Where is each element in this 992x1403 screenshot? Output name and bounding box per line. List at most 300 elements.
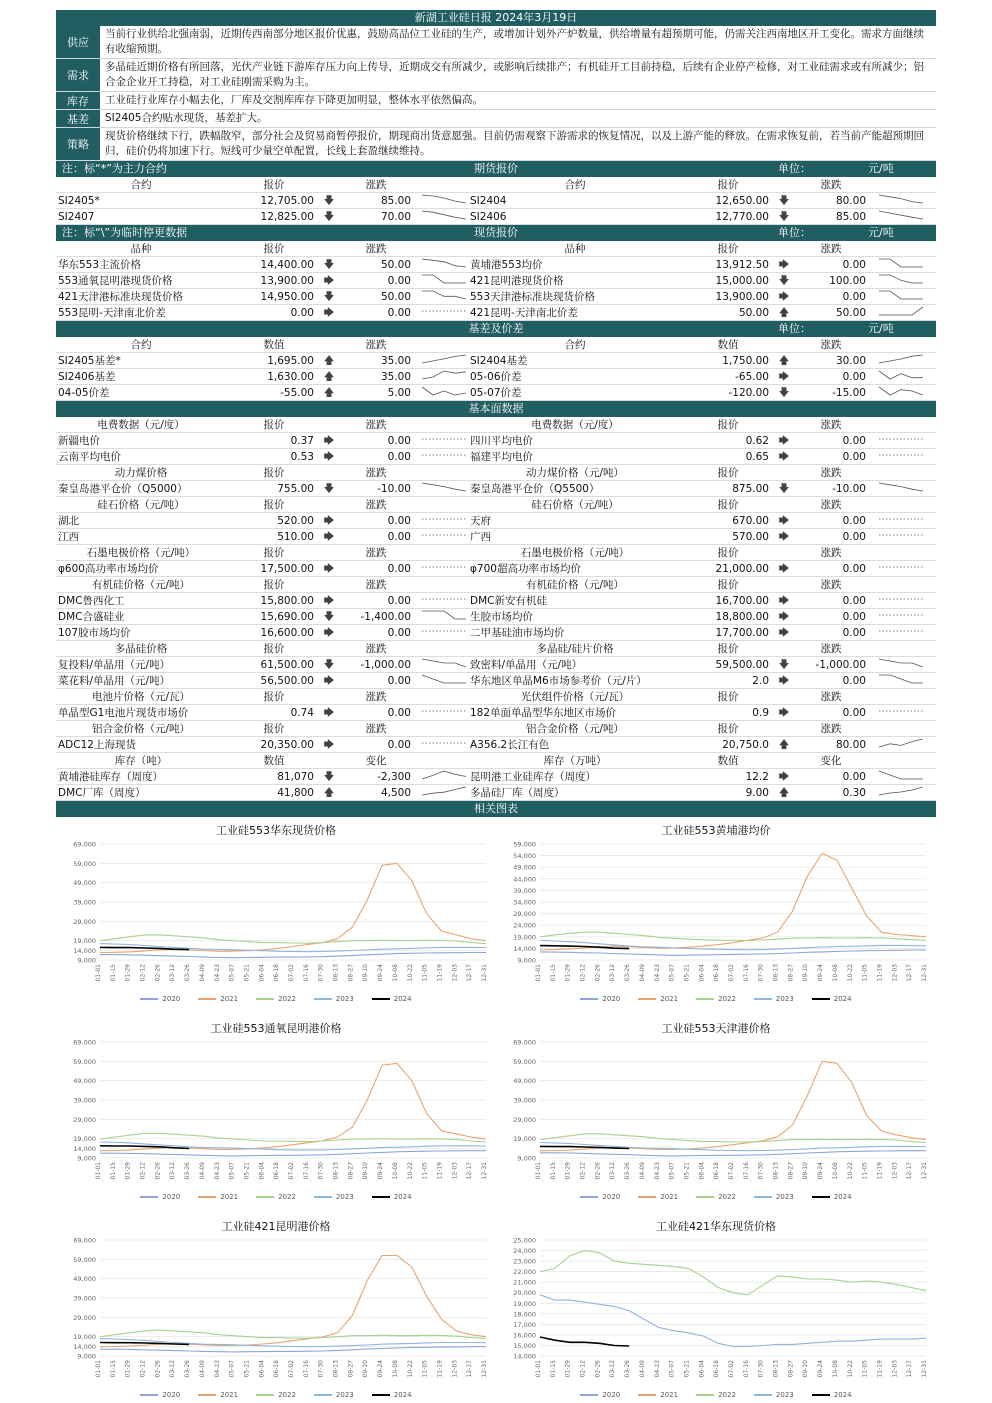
column-header: 有机硅价格（元/吨） <box>91 579 191 591</box>
sparkline <box>420 737 468 749</box>
y-tick-label: 19,000 <box>73 937 96 946</box>
item-price: 670.00 <box>732 515 769 527</box>
trend-arrow-icon: 🡆 <box>778 707 790 719</box>
legend-swatch <box>638 998 656 1000</box>
x-tick-label: 07-02 <box>728 964 735 982</box>
legend-swatch <box>140 1394 158 1396</box>
sparkline-line <box>422 675 466 683</box>
y-tick-label: 14,000 <box>73 1144 96 1153</box>
legend-swatch <box>198 998 216 1000</box>
sparkline <box>877 593 925 605</box>
item-price: 16,600.00 <box>260 627 314 639</box>
sparkline <box>877 513 925 525</box>
x-tick-label: 09-10 <box>362 1162 370 1180</box>
legend-item <box>140 1391 180 1399</box>
item-name: 04-05价差 <box>58 387 110 399</box>
item-change: 35.00 <box>380 355 411 367</box>
x-tick-label: 02-26 <box>154 1360 162 1378</box>
x-tick-label: 11-05 <box>861 1360 869 1378</box>
sparkline-line <box>879 659 923 667</box>
item-price: 0.37 <box>290 435 314 447</box>
chart-legend <box>56 1391 496 1399</box>
report-title: 新湖工业硅日报 2024年3月19日 <box>56 10 936 26</box>
sparkline <box>877 481 925 493</box>
x-tick-label: 02-26 <box>154 964 162 982</box>
x-tick-label: 11-19 <box>876 964 884 982</box>
y-tick-label: 49,000 <box>73 1077 96 1086</box>
item-change: 0.00 <box>387 595 411 607</box>
x-tick-label: 10-08 <box>831 1360 839 1378</box>
chart-legend <box>496 995 936 1003</box>
column-header: 多晶硅价格 <box>114 643 168 655</box>
table-header-row <box>56 337 936 353</box>
legend-item <box>754 995 794 1003</box>
sparkline-line <box>879 211 923 219</box>
sparkline <box>877 705 925 717</box>
summary-row <box>56 110 936 128</box>
legend-label: 2020 <box>602 1391 621 1399</box>
item-price: 12,705.00 <box>260 195 314 207</box>
column-header: 报价 <box>263 643 285 655</box>
summary-text: 现货价格继续下行，跌幅散窄，部分社会及贸易商暂停报价，期现商出货意愿强。目前仍需观察下游需求的恢复情况，以及上游产能的释放。在需求恢复前，若当前产能超预期回归，硅价仍将加速下行。短线可少量空单配置，长线上套盈继续维持。 <box>105 130 924 157</box>
trend-arrow-icon: 🡆 <box>778 435 790 447</box>
x-tick-label: 05-07 <box>668 964 676 982</box>
trend-arrow-icon: 🡅 <box>323 387 335 399</box>
legend-swatch <box>372 1196 390 1198</box>
x-tick-label: 03-12 <box>609 964 617 982</box>
x-tick-label: 12-31 <box>921 1162 928 1180</box>
column-header: 报价 <box>717 467 739 479</box>
column-header: 报价 <box>263 419 285 431</box>
y-tick-label: 9,000 <box>517 956 536 965</box>
y-tick-label: 49,000 <box>73 879 96 888</box>
trend-arrow-icon: 🡇 <box>323 259 335 271</box>
legend-item <box>256 1193 296 1201</box>
legend-swatch <box>580 998 598 1000</box>
item-price: 9.00 <box>745 787 769 799</box>
column-header: 报价 <box>717 723 739 735</box>
y-tick-label: 39,000 <box>513 1096 536 1105</box>
item-name: A356.2长江有色 <box>470 739 550 751</box>
x-tick-label: 07-02 <box>728 1162 735 1180</box>
trend-arrow-icon: 🡇 <box>323 211 335 223</box>
legend-item <box>696 1391 736 1399</box>
table-row <box>56 193 936 209</box>
column-header: 涨跌 <box>365 179 387 191</box>
trend-arrow-icon: 🡆 <box>778 371 790 383</box>
item-change: 0.00 <box>387 627 411 639</box>
x-tick-label: 05-21 <box>243 1360 251 1378</box>
x-tick-label: 05-07 <box>668 1360 676 1378</box>
x-tick-label: 03-12 <box>169 1360 177 1378</box>
x-tick-label: 03-12 <box>169 1162 177 1180</box>
y-tick-label: 14,000 <box>73 946 96 955</box>
x-tick-label: 06-18 <box>713 964 721 982</box>
y-tick-label: 19,000 <box>513 1135 536 1144</box>
sparkline <box>420 785 468 797</box>
x-tick-label: 08-13 <box>332 1162 340 1180</box>
legend-label: 2022 <box>278 1391 296 1399</box>
item-price: 13,900.00 <box>260 275 314 287</box>
legend-item <box>580 1391 620 1399</box>
item-name: 421天津港标准块现货价格 <box>58 291 184 303</box>
x-tick-label: 04-09 <box>198 1162 206 1180</box>
table-header-row <box>56 721 936 737</box>
x-tick-label: 12-03 <box>891 1360 899 1378</box>
legend-item <box>372 1193 412 1201</box>
column-header: 涨跌 <box>365 691 387 703</box>
item-price: 59,500.00 <box>715 659 769 671</box>
x-tick-label: 04-09 <box>198 1360 206 1378</box>
item-price: 12.2 <box>745 771 769 783</box>
x-tick-label: 07-16 <box>302 1360 310 1378</box>
item-name: SI2405基差* <box>58 355 121 367</box>
item-change: 35.00 <box>380 371 411 383</box>
item-change: 0.00 <box>387 451 411 463</box>
item-price: 0.9 <box>752 707 769 719</box>
item-change: -1,000.00 <box>360 659 411 671</box>
item-price: 15,000.00 <box>715 275 769 287</box>
item-name: φ600高功率市场均价 <box>58 563 159 575</box>
item-change: 50.00 <box>380 259 411 271</box>
summary-row <box>56 26 936 59</box>
legend-label: 2023 <box>775 1391 794 1399</box>
trend-arrow-icon: 🡆 <box>323 435 335 447</box>
y-tick-label: 39,000 <box>513 886 536 895</box>
column-header: 涨跌 <box>365 243 387 255</box>
chart-legend <box>56 1193 496 1201</box>
item-name: 昆明港工业硅库存（周度） <box>470 771 596 783</box>
legend-label: 2022 <box>718 995 736 1003</box>
sparkline <box>420 529 468 541</box>
y-tick-label: 49,000 <box>73 1275 96 1284</box>
column-header: 报价 <box>717 691 739 703</box>
table-header-row <box>56 417 936 433</box>
column-header: 涨跌 <box>365 499 387 511</box>
x-tick-label: 01-29 <box>124 1162 132 1180</box>
y-tick-label: 24,000 <box>513 1247 536 1256</box>
x-tick-label: 02-12 <box>579 1162 587 1180</box>
series-line <box>100 1347 486 1352</box>
fundamentals-title: 基本面数据 <box>468 402 524 415</box>
x-tick-label: 02-12 <box>579 964 587 982</box>
trend-arrow-icon: 🡇 <box>323 611 335 623</box>
legend-swatch <box>638 1394 656 1396</box>
x-tick-label: 02-26 <box>594 1360 602 1378</box>
legend-swatch <box>812 1196 830 1198</box>
y-tick-label: 69,000 <box>73 840 96 849</box>
trend-arrow-icon: 🡆 <box>323 515 335 527</box>
x-tick-label: 03-26 <box>184 964 192 982</box>
y-tick-label: 14,000 <box>513 1352 536 1361</box>
sparkline <box>420 609 468 621</box>
item-change: 0.00 <box>842 259 866 271</box>
chart-plot <box>56 838 496 990</box>
series-line <box>540 932 926 940</box>
table-row <box>56 593 936 609</box>
legend-item <box>638 1193 678 1201</box>
y-tick-label: 69,000 <box>73 1236 96 1245</box>
x-tick-label: 08-13 <box>772 964 780 982</box>
item-change: 0.00 <box>387 435 411 447</box>
trend-arrow-icon: 🡆 <box>323 307 335 319</box>
series-line <box>100 1151 486 1156</box>
legend-swatch <box>314 998 332 1000</box>
legend-item <box>314 1391 354 1399</box>
x-tick-label: 12-31 <box>481 1360 488 1378</box>
legend-item <box>372 995 412 1003</box>
sparkline <box>877 449 925 461</box>
series-line <box>100 863 486 952</box>
table-row <box>56 673 936 689</box>
trend-arrow-icon: 🡆 <box>323 739 335 751</box>
column-header: 光伏组件价格（元/瓦） <box>520 691 630 703</box>
column-header: 涨跌 <box>365 723 387 735</box>
item-change: 0.00 <box>387 707 411 719</box>
table-row <box>56 273 936 289</box>
legend-swatch <box>256 1196 274 1198</box>
item-name: 553天津港标准块现货价格 <box>470 291 596 303</box>
x-tick-label: 05-21 <box>243 1162 251 1180</box>
column-header: 报价 <box>263 243 285 255</box>
column-header: 涨跌 <box>365 339 387 351</box>
item-price: 0.62 <box>745 435 769 447</box>
basis-bar <box>56 321 936 337</box>
legend-item <box>696 1193 736 1201</box>
x-tick-label: 09-10 <box>802 1360 810 1378</box>
item-price: -120.00 <box>728 387 769 399</box>
x-tick-label: 05-21 <box>683 1360 691 1378</box>
y-tick-label: 29,000 <box>73 917 96 926</box>
column-header: 涨跌 <box>820 691 842 703</box>
legend-item <box>140 1193 180 1201</box>
column-header: 涨跌 <box>820 723 842 735</box>
column-header: 铝合金价格（元/吨） <box>525 723 625 735</box>
sparkline <box>420 257 468 269</box>
x-tick-label: 07-30 <box>757 1360 765 1378</box>
chart-plot <box>496 1036 936 1188</box>
legend-item <box>198 1193 238 1201</box>
column-header: 报价 <box>263 499 285 511</box>
table-row <box>56 657 936 673</box>
sparkline-line <box>879 291 923 299</box>
column-header: 涨跌 <box>820 643 842 655</box>
item-price: 13,912.50 <box>715 259 769 271</box>
column-header: 电费数据（元/度） <box>531 419 619 431</box>
x-tick-label: 03-26 <box>624 1360 632 1378</box>
column-header: 涨跌 <box>365 643 387 655</box>
item-name: 致密料/单晶用（元/吨） <box>470 659 583 671</box>
x-tick-label: 12-17 <box>906 1162 914 1180</box>
trend-arrow-icon: 🡆 <box>323 675 335 687</box>
basis-title: 基差及价差 <box>468 322 524 335</box>
sparkline-line <box>879 771 923 779</box>
legend-item <box>638 1391 678 1399</box>
item-change: 0.00 <box>842 435 866 447</box>
x-tick-label: 05-21 <box>683 1162 691 1180</box>
x-tick-label: 03-12 <box>169 964 177 982</box>
table-row <box>56 705 936 721</box>
sparkline <box>877 785 925 797</box>
charts-title: 相关图表 <box>474 802 518 815</box>
table-row <box>56 209 936 225</box>
line-chart <box>56 1218 496 1399</box>
y-tick-label: 16,000 <box>513 1331 536 1340</box>
column-header: 涨跌 <box>820 499 842 511</box>
x-tick-label: 03-26 <box>184 1162 192 1180</box>
legend-item <box>696 995 736 1003</box>
y-tick-label: 23,000 <box>513 1257 536 1266</box>
sparkline-line <box>879 355 923 363</box>
x-tick-label: 04-09 <box>638 1162 646 1180</box>
item-price: 15,800.00 <box>260 595 314 607</box>
item-name: 江西 <box>58 531 79 543</box>
sparkline-line <box>422 259 466 267</box>
y-tick-label: 49,000 <box>513 1077 536 1086</box>
sparkline-line <box>879 195 923 203</box>
column-header: 库存（吨） <box>114 755 168 767</box>
sparkline <box>877 273 925 285</box>
x-tick-label: 11-19 <box>436 964 444 982</box>
chart-title: 工业硅553华东现货价格 <box>216 824 336 837</box>
item-change: -10.00 <box>377 483 411 495</box>
sparkline-line <box>422 787 466 795</box>
item-change: 30.00 <box>835 355 866 367</box>
spot-bar <box>56 225 936 241</box>
sparkline <box>420 593 468 605</box>
series-line <box>540 950 926 955</box>
legend-item <box>256 995 296 1003</box>
x-tick-label: 01-29 <box>564 964 572 982</box>
item-name: SI2405* <box>58 195 100 207</box>
table-header-row <box>56 497 936 513</box>
y-tick-label: 29,000 <box>73 1115 96 1124</box>
sparkline <box>420 385 468 397</box>
trend-arrow-icon: 🡇 <box>778 483 790 495</box>
x-tick-label: 09-24 <box>377 1360 385 1378</box>
column-header: 涨跌 <box>365 467 387 479</box>
sparkline <box>420 193 468 205</box>
chart-legend <box>56 995 496 1003</box>
item-price: 13,900.00 <box>715 291 769 303</box>
item-change: 80.00 <box>835 195 866 207</box>
sparkline <box>877 353 925 365</box>
legend-item <box>754 1193 794 1201</box>
legend-label: 2024 <box>833 995 852 1003</box>
chart-plot <box>56 1036 496 1188</box>
legend-swatch <box>638 1196 656 1198</box>
legend-item <box>140 995 180 1003</box>
x-tick-label: 12-17 <box>466 964 474 982</box>
series-line <box>540 1061 926 1150</box>
y-tick-label: 59,000 <box>513 1057 536 1066</box>
x-tick-label: 10-22 <box>846 1360 854 1378</box>
legend-swatch <box>812 998 830 1000</box>
futures-table <box>56 177 936 225</box>
column-header: 动力煤价格 <box>114 467 168 479</box>
item-name: DMC鲁西化工 <box>58 595 125 607</box>
sparkline-line <box>422 387 466 395</box>
summary-text: 多晶硅近期价格有所回落，光伏产业链下游库存压力向上传导，近期成交有所减少，或影响后续排产；有机硅开工目前持稳，后续有企业停产检修，对工业硅需求或有所减少；铝合金企业开工持稳，对工业硅刚需采购为主。 <box>105 61 924 88</box>
table-row <box>56 449 936 465</box>
x-tick-label: 09-24 <box>377 964 385 982</box>
legend-swatch <box>696 1196 714 1198</box>
sparkline <box>877 385 925 397</box>
item-name: 182单面单晶型华东地区市场价 <box>470 707 617 719</box>
summary-label: 库存 <box>56 92 100 109</box>
item-change: 0.00 <box>387 675 411 687</box>
x-tick-label: 01-15 <box>109 1360 117 1378</box>
basis-table <box>56 337 936 401</box>
item-change: -2,300 <box>377 771 411 783</box>
item-price: -55.00 <box>280 387 314 399</box>
futures-bar <box>56 161 936 177</box>
spot-note: 注：标“\”为临时停更数据 <box>62 226 188 239</box>
x-tick-label: 02-26 <box>594 1162 602 1180</box>
legend-swatch <box>372 998 390 1000</box>
table-header-row <box>56 577 936 593</box>
series-line <box>100 935 486 944</box>
x-tick-label: 10-22 <box>406 964 414 982</box>
x-tick-label: 05-07 <box>668 1162 676 1180</box>
x-tick-label: 04-23 <box>213 964 221 982</box>
y-tick-label: 24,000 <box>513 921 536 930</box>
y-tick-label: 29,000 <box>73 1313 96 1322</box>
item-change: 0.00 <box>387 739 411 751</box>
column-header: 合约 <box>564 339 586 351</box>
column-header: 涨跌 <box>820 579 842 591</box>
y-tick-label: 39,000 <box>73 1294 96 1303</box>
trend-arrow-icon: 🡆 <box>323 275 335 287</box>
x-tick-label: 07-30 <box>757 964 765 982</box>
x-tick-label: 02-26 <box>594 964 602 982</box>
table-header-row <box>56 753 936 769</box>
table-row <box>56 561 936 577</box>
x-tick-label: 03-26 <box>624 964 632 982</box>
item-change: -1,000.00 <box>815 659 866 671</box>
table-row <box>56 385 936 401</box>
x-tick-label: 07-16 <box>742 964 750 982</box>
item-name: 秦皇岛港平仓价（Q5000） <box>58 483 188 495</box>
x-tick-label: 12-17 <box>906 964 914 982</box>
column-header: 涨跌 <box>365 419 387 431</box>
x-tick-label: 09-24 <box>817 1162 825 1180</box>
table-row <box>56 529 936 545</box>
column-header: 变化 <box>365 755 387 767</box>
column-header: 硅石价格（元/吨） <box>97 499 185 511</box>
legend-label: 2021 <box>220 1391 239 1399</box>
y-tick-label: 44,000 <box>513 875 536 884</box>
legend-label: 2021 <box>660 995 679 1003</box>
item-price: 16,700.00 <box>715 595 769 607</box>
trend-arrow-icon: 🡆 <box>778 515 790 527</box>
item-name: 单晶型G1电池片现货市场价 <box>58 707 189 719</box>
item-name: 华东地区单晶M6市场参考价（元/片） <box>470 675 647 687</box>
summary-text: 工业硅行业库存小幅去化，厂库及交割库库存下降更加明显，整体水平依然偏高。 <box>105 94 483 106</box>
summary-label: 策略 <box>56 128 100 160</box>
column-header: 石墨电极价格（元/吨） <box>520 547 630 559</box>
x-tick-label: 09-10 <box>362 964 370 982</box>
x-tick-label: 04-09 <box>638 1360 646 1378</box>
y-tick-label: 20,000 <box>513 1289 536 1298</box>
y-tick-label: 21,000 <box>513 1278 536 1287</box>
y-tick-label: 19,000 <box>73 1135 96 1144</box>
x-tick-label: 02-26 <box>154 1162 162 1180</box>
legend-label: 2023 <box>335 995 354 1003</box>
trend-arrow-icon: 🡆 <box>778 675 790 687</box>
trend-arrow-icon: 🡆 <box>778 563 790 575</box>
item-price: 15,690.00 <box>260 611 314 623</box>
